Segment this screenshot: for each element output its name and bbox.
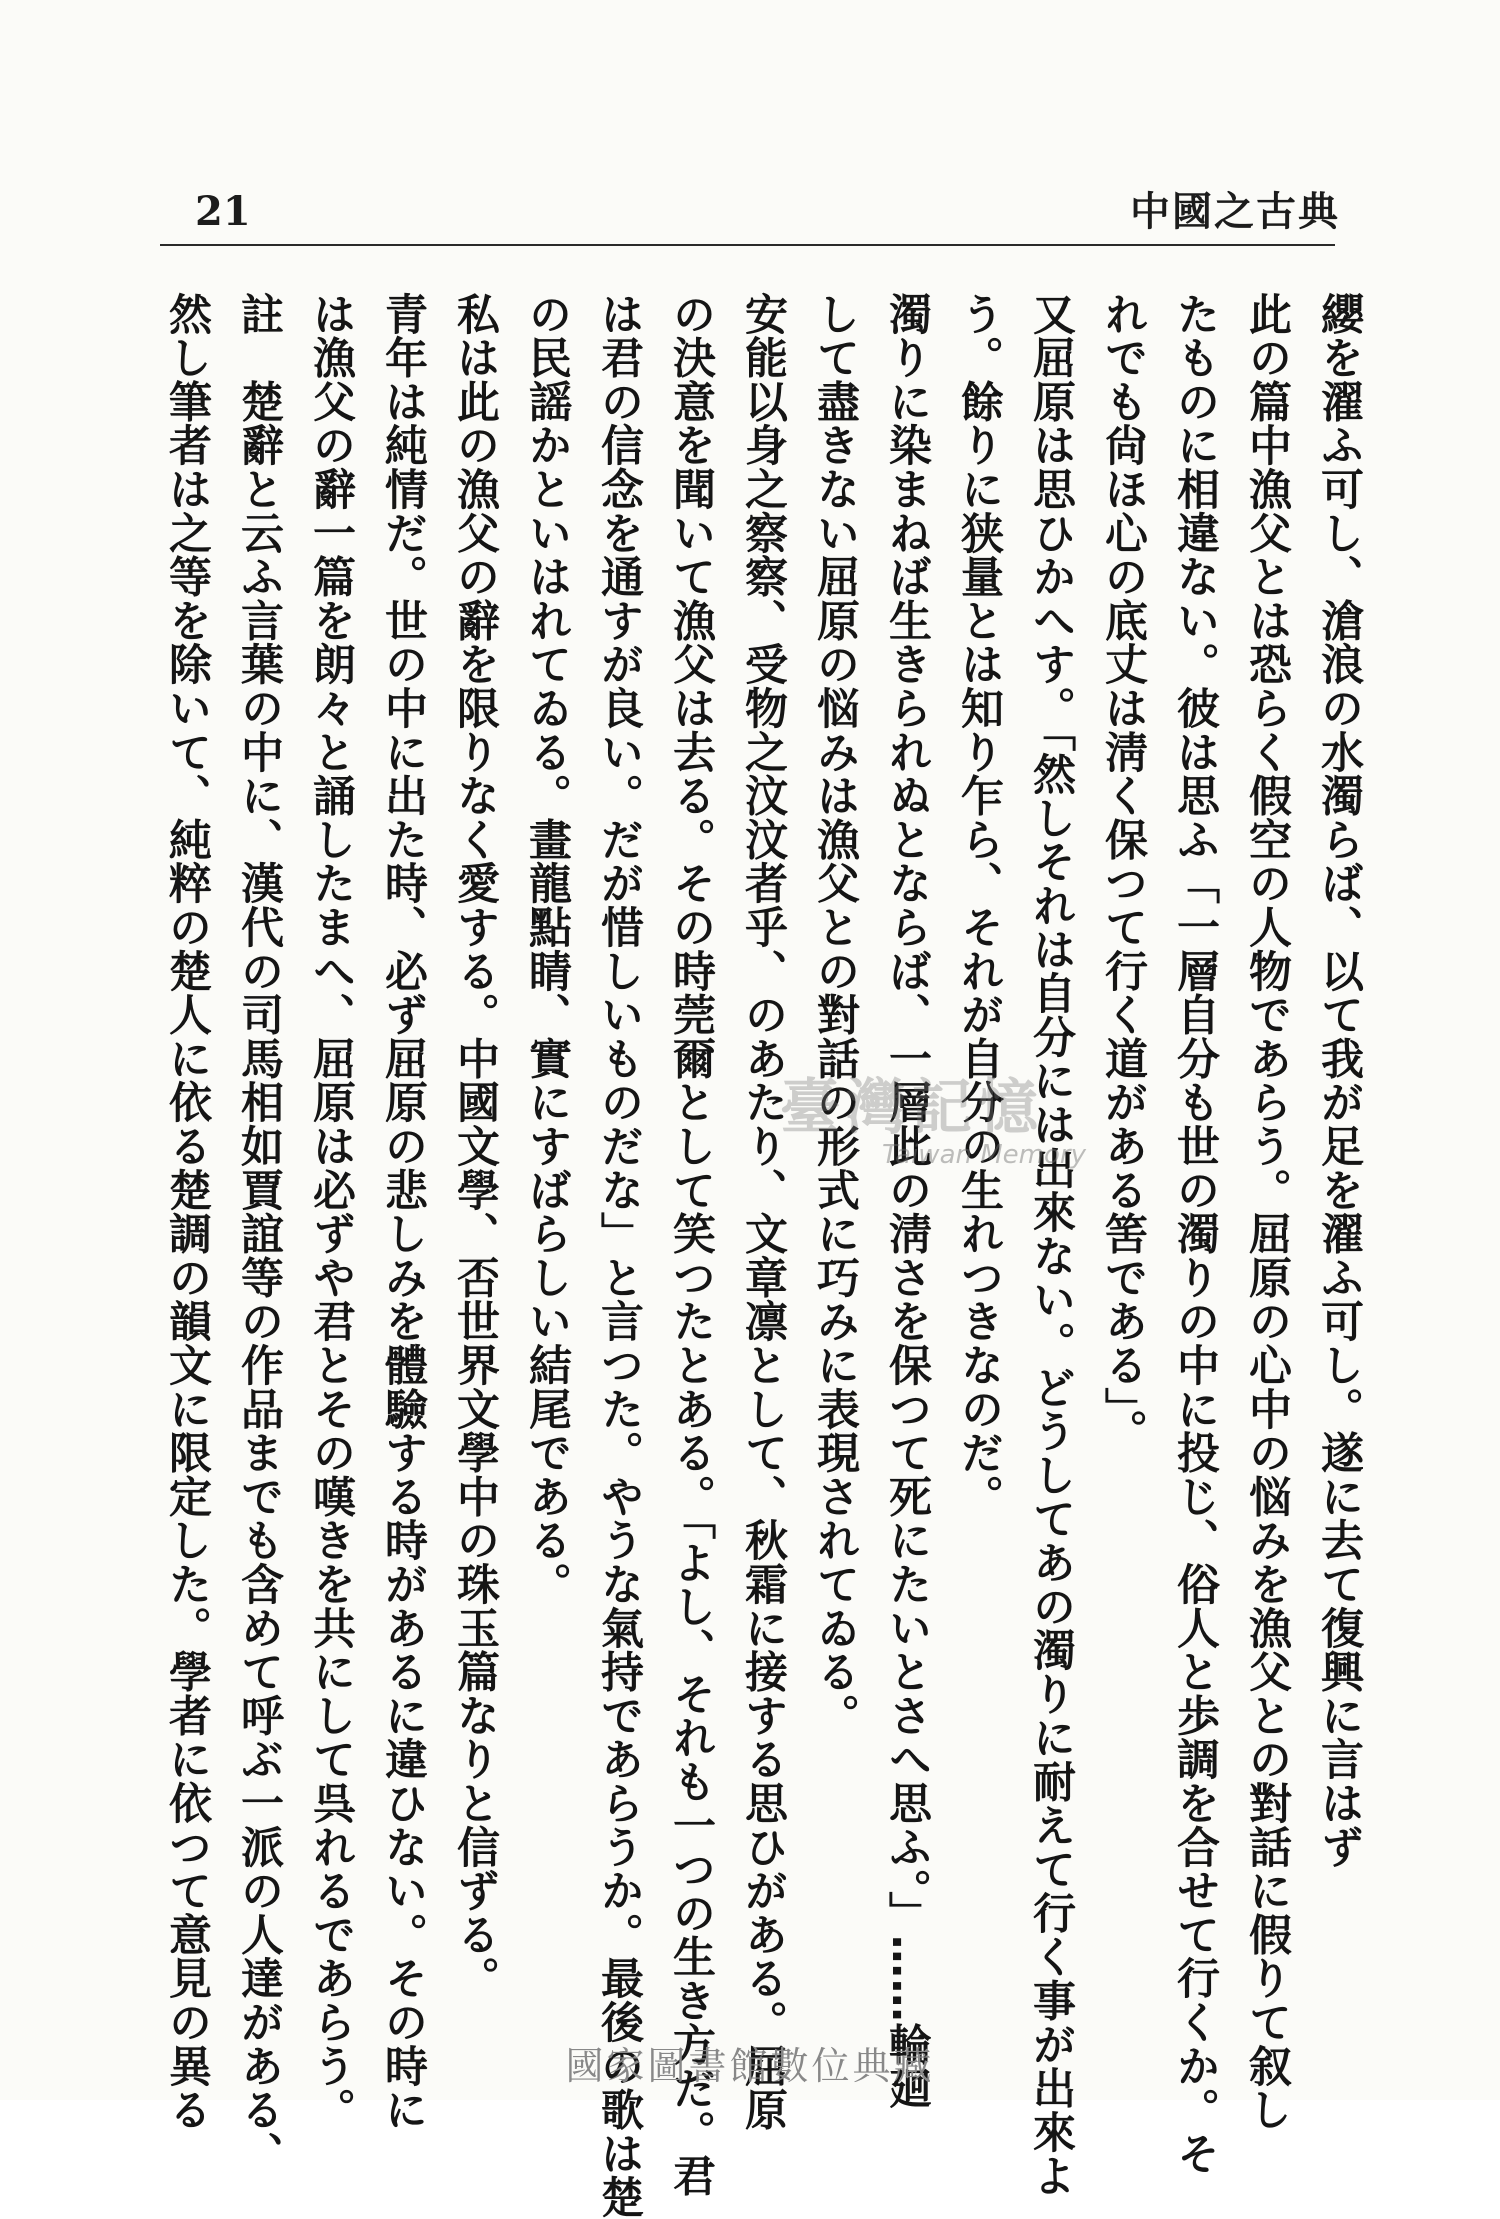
note-column: 然し筆者は之等を除いて、純粹の楚人に依る楚調の韻文に限定した。學者に依つて意見の異る — [162, 292, 212, 2132]
text-column: は漁父の辭一篇を朗々と誦したまへ、屈原は必ずや君とその嘆きを共にして呉れるであらう。 — [306, 292, 356, 2132]
text-column: は君の信念を通すが良い。だが惜しいものだな」と言つた。やうな氣持であらうか。最後の歌は楚 — [594, 292, 644, 2219]
note-column: 註 楚辭と云ふ言葉の中に、漢代の司馬相如賈誼等の作品までも含めて呼ぶ一派の人達がある、 — [234, 292, 284, 2176]
text-column: 纓を濯ふ可し、滄浪の水濁らば、以て我が足を濯ふ可し。遂に去て復興に言はず — [1314, 292, 1364, 1869]
watermark-logo: 臺灣記憶 — [780, 1073, 1044, 1143]
text-column: 安能以身之察察、受物之汶汶者乎、のあたり、文章凛として、秋霜に接する思ひがある。屈原 — [738, 292, 788, 2132]
text-column: の決意を聞いて漁父は去る。その時莞爾として笑つたとある。「よし、それも一つの生き方だ。君 — [666, 292, 716, 2198]
text-column: 又屈原は思ひかへす。「然しそれは自分には出來ない。どうしてあの濁りに耐えて行く事が出來よ — [1026, 292, 1076, 2198]
text-column: 私は此の漁父の辭を限りなく愛する。中國文學、否世界文學中の珠玉篇なりと信ずる。 — [450, 292, 500, 2001]
text-column: う。餘りに狭量とは知り乍ら、それが自分の生れつきなのだ。 — [954, 292, 1004, 1519]
text-column: 此の篇中漁父とは恐らく假空の人物であらう。屈原の心中の悩みを漁父との對話に假りて叙し — [1242, 292, 1292, 2132]
watermark-subtext: Taiwan Memory — [882, 1140, 1086, 1170]
text-column: たものに相違ない。彼は思ふ「一層自分も世の濁りの中に投じ、俗人と歩調を合せて行くか。そ — [1170, 292, 1220, 2176]
text-column: 濁りに染まねば生きられぬとならば、一層此の淸さを保つて死にたいとさへ思ふ。」……輪廻 — [882, 292, 932, 2111]
text-column: の民謡かといはれてゐる。畫龍點睛、實にすばらしい結尾である。 — [522, 292, 572, 1606]
text-column: して盡きない屈原の悩みは漁父との對話の形式に巧みに表現されてゐる。 — [810, 292, 860, 1738]
running-title: 中國之古典 — [1130, 189, 1340, 235]
page-number: 21 — [195, 188, 251, 235]
archive-footer: 國家圖書館數位典藏 — [565, 2044, 935, 2088]
text-column: れでも尙ほ心の底丈は淸く保つて行く道がある筈である」。 — [1098, 292, 1148, 1454]
header-rule — [160, 244, 1335, 246]
text-column: 青年は純情だ。世の中に出た時、必ず屈原の悲しみを體驗する時があるに違ひない。その時に — [378, 292, 428, 2132]
